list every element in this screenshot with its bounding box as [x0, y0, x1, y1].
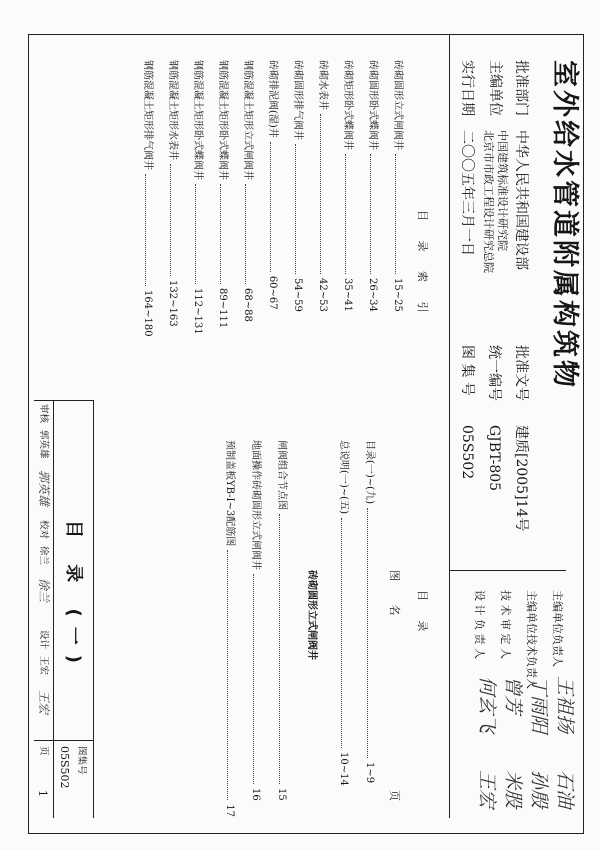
index-item-name: 砖砌水表井	[317, 60, 328, 110]
index-item-name: 砖砌圆形立式闸阀井	[392, 60, 403, 150]
role-review: 技 术 审 定 人	[499, 590, 512, 659]
index-row	[192, 60, 202, 335]
contents-row	[338, 440, 348, 786]
index-item-name: 钢筋混凝土矩形卧式蝶阀井	[192, 60, 203, 180]
contents-row	[250, 440, 260, 801]
title-block-person-check: 徐兰	[38, 546, 49, 566]
index-row	[142, 60, 152, 337]
contents-heading: 目 录	[416, 590, 429, 640]
title-block-person-design: 王宏	[38, 656, 49, 676]
info-label-approver: 批准部门	[513, 60, 529, 116]
contents-item-name: 预制盖板YB-I~3配筋图	[224, 440, 235, 547]
header-divider	[449, 34, 450, 818]
index-item-pages: 112~131	[192, 288, 203, 335]
contents-item-pages: 15	[276, 788, 287, 801]
contents-item-pages: 10~14	[338, 751, 349, 786]
index-item-name: 砖砌圆形排气阀井	[292, 60, 303, 140]
contents-item-name: 闸阀组合节点图	[276, 440, 287, 510]
index-row	[267, 60, 277, 310]
index-row	[342, 60, 352, 312]
atlas-no-value: 05S502	[459, 425, 475, 480]
unified-no-value: GJBT-805	[486, 425, 502, 492]
index-item-name: 砖砌圆形卧式蝶阀井	[367, 60, 378, 150]
corner-signature-3: 米股	[502, 770, 524, 809]
title-block-page-value: 1	[36, 790, 49, 797]
index-item-pages: 132~163	[167, 280, 178, 327]
signature-design-lead: 何玄飞	[476, 676, 498, 734]
title-block-col-divider	[34, 740, 94, 741]
contents-row	[364, 440, 374, 783]
contents-item-pages: 17	[224, 804, 235, 817]
index-item-pages: 15~25	[392, 278, 403, 312]
signature-chief-unit: 王祖扬	[554, 676, 576, 734]
index-item-pages: 42~53	[317, 278, 328, 312]
signature-review: 曾芳	[502, 676, 524, 715]
index-item-name: 砖砌排泥阀(湿)井	[267, 60, 278, 138]
index-item-pages: 68~88	[242, 288, 253, 322]
index-item-pages: 60~67	[267, 275, 278, 310]
title-block-signature-check: 徐兰	[37, 578, 51, 603]
corner-signature-2: 孙殷	[528, 770, 550, 809]
signature-chief-tech: 丁雨阳	[528, 676, 550, 734]
contents-item-name: 目录(一)~(九)	[364, 440, 375, 504]
index-item-pages: 35~41	[342, 278, 353, 312]
title-block-page-label: 页	[38, 746, 49, 756]
index-item-name: 钢筋混凝土矩形卧式蝶阀井	[217, 60, 228, 180]
index-item-pages: 54~59	[292, 278, 303, 312]
contents-col-name: 图 名	[388, 570, 401, 626]
title-block-atlas-label: 图集号	[76, 746, 87, 775]
title-block-role-design: 设计	[38, 630, 49, 650]
role-chief-unit: 主编单位负责人	[551, 590, 564, 667]
index-item-pages: 164~180	[142, 290, 153, 337]
contents-col-page: 页	[388, 790, 401, 801]
contents-item-pages: 16	[250, 788, 261, 801]
title-block-signature-review: 郭英雄	[37, 470, 51, 507]
approval-value: 建质[2005]14号	[513, 425, 529, 532]
atlas-no-label: 图 集 号	[459, 345, 475, 396]
title-block-top	[93, 400, 94, 818]
title-block-role-review: 审核	[38, 404, 49, 424]
index-row	[167, 60, 177, 327]
corner-signature-4: 王宏	[476, 770, 498, 809]
title-block-main-title: 目 录 (一)	[63, 520, 84, 673]
contents-item-pages: 1~9	[364, 761, 375, 784]
title-block-left	[34, 400, 94, 401]
index-item-pages: 89~111	[217, 288, 228, 329]
contents-section-title: 砖砌圆形立式闸阀井	[306, 570, 317, 660]
info-value-editor-2: 北京市市政工程设计研究总院	[482, 130, 495, 273]
contents-row	[224, 440, 234, 817]
index-row	[317, 60, 327, 312]
index-item-name: 钢筋混凝土矩形水表井	[167, 60, 178, 160]
index-item-name: 钢筋混凝土矩形排气阀井	[142, 60, 153, 170]
index-row	[292, 60, 302, 312]
contents-row	[276, 440, 286, 801]
unified-no-label: 统一编号	[486, 345, 502, 401]
index-row	[242, 60, 252, 322]
info-value-editor-1: 中国建筑标准设计研究院	[496, 130, 509, 251]
index-row	[392, 60, 402, 312]
info-value-date: 二〇〇五年三月一日	[459, 130, 475, 256]
info-label-date: 实行日期	[459, 60, 475, 116]
title-block-row-divider	[53, 400, 54, 818]
index-item-pages: 26~34	[367, 278, 378, 312]
contents-item-name: 地面操作砖砌圆形立式闸阀井	[250, 440, 261, 570]
title-block-role-check: 校对	[38, 520, 49, 540]
index-row	[217, 60, 227, 328]
info-label-editor: 主编单位	[487, 60, 503, 116]
corner-signature-1: 石油	[554, 770, 576, 809]
index-item-name: 钢筋混凝土矩形立式闸阀井	[242, 60, 253, 180]
role-design-lead: 设 计 负 责 人	[473, 590, 486, 659]
approval-label: 批准文号	[513, 345, 529, 401]
title-block-signature-design: 王宏	[37, 690, 51, 715]
index-heading: 目 录 索 引	[416, 210, 429, 321]
info-value-approver: 中华人民共和国建设部	[513, 130, 529, 270]
header-vertical-divider	[449, 570, 566, 571]
contents-item-name: 总说明(一)~(五)	[338, 440, 349, 514]
title-block-person-review: 郭英雄	[38, 430, 49, 459]
document-title: 室外给水管道附属构筑物	[549, 60, 580, 390]
index-item-name: 砖砌矩形卧式蝶阀井	[342, 60, 353, 150]
index-row	[367, 60, 377, 312]
role-chief-tech: 主编单位技术负责人	[525, 590, 538, 689]
title-block-atlas-value: 05S502	[58, 746, 71, 789]
